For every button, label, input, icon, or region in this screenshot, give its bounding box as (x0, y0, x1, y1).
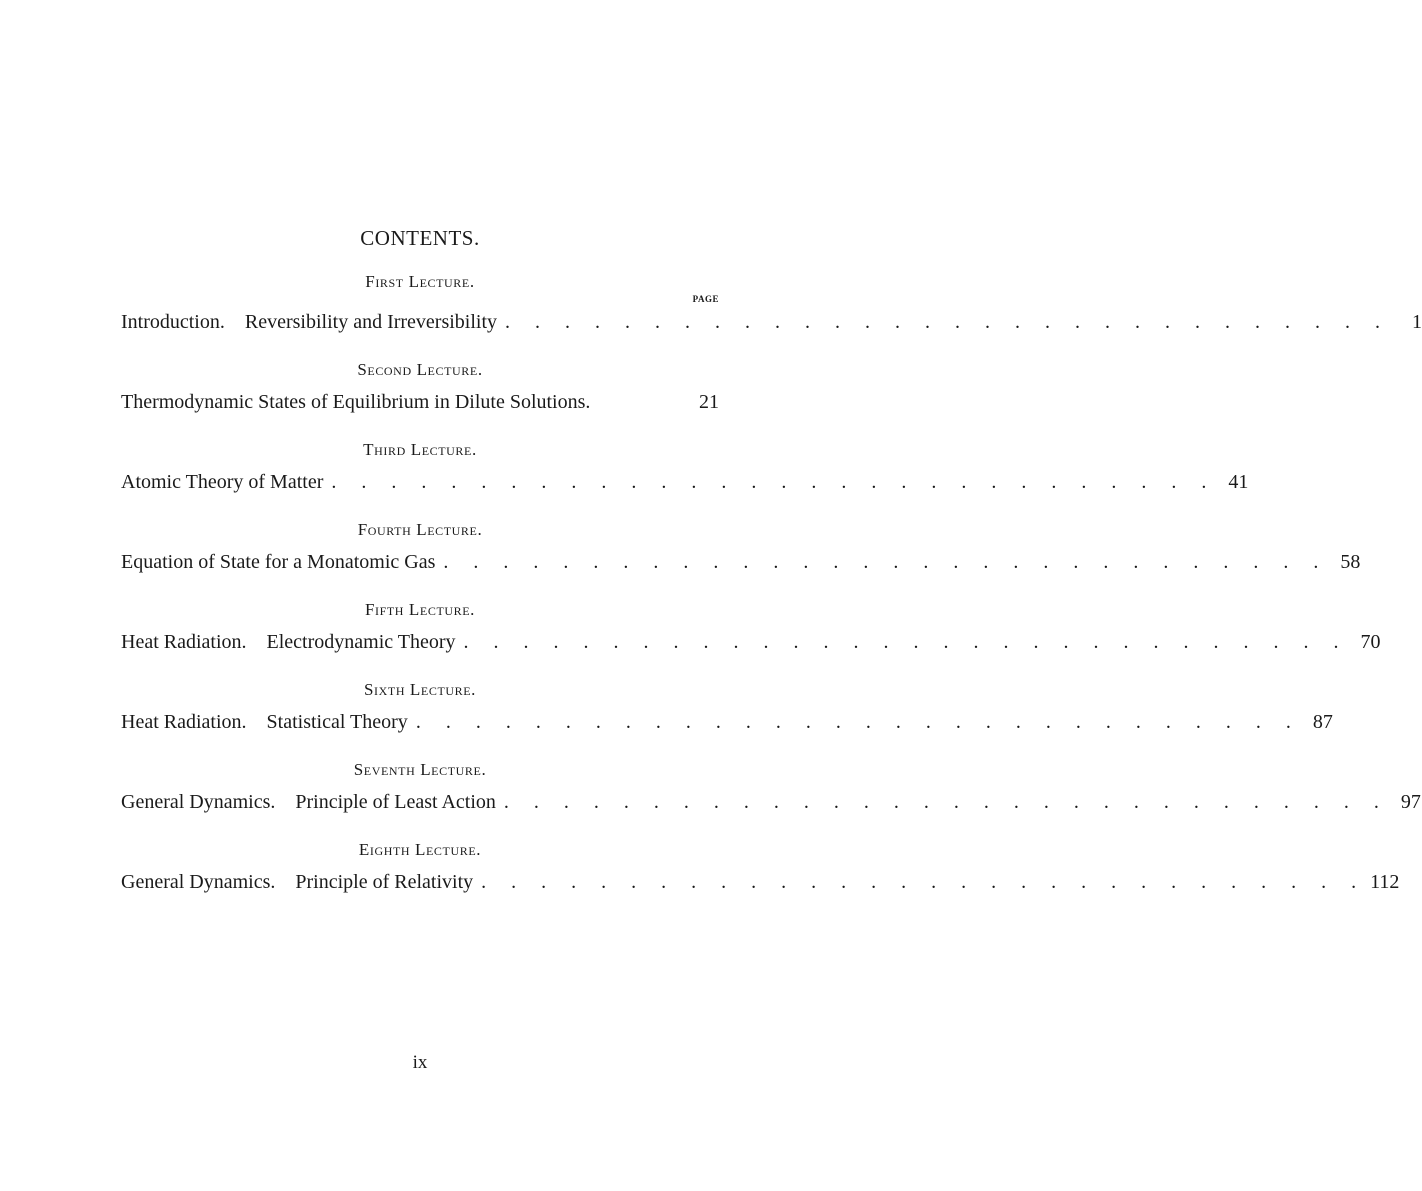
lecture-heading: Sixth Lecture. (363, 680, 477, 699)
toc-entry[interactable] (121, 471, 1249, 494)
entry-page-number: 87 (1312, 711, 1333, 733)
entry-title-part-b: Reversibility and Irreversibility (244, 311, 498, 333)
toc-entry[interactable] (121, 711, 1333, 734)
lecture-heading: Eighth Lecture. (358, 840, 482, 859)
entry-title (121, 791, 496, 814)
dot-leader: . . . . . . . . . . . . . . . . . . . . . . . . . . . . . . (415, 711, 1301, 733)
entry-page-number: 58 (1340, 551, 1361, 573)
entry-title: Equation of State for a Monatomic Gas (121, 551, 436, 573)
entry-page-number: 70 (1360, 631, 1381, 653)
dot-leader: . . . . . . . . . . . . . . . . . . . . . . . . . . . . . . (331, 471, 1217, 493)
entry-title (121, 711, 408, 734)
entry-title (121, 631, 456, 654)
toc-entry[interactable] (121, 871, 1400, 894)
entry-page-number: 41 (1228, 471, 1249, 493)
lecture-heading: Third Lecture. (363, 440, 477, 459)
contents-title: CONTENTS. (360, 226, 480, 250)
entry-page-number: 112 (1370, 871, 1400, 893)
dot-leader: . . . . . . . . . . . . . . . . . . . . . . . . . . . . . . (503, 791, 1389, 813)
dot-leader: . . . . . . . . . . . . . . . . . . . . . . . . . . . . . . (481, 871, 1367, 893)
entry-title (121, 311, 497, 334)
entry-page-number: 1 (1412, 311, 1422, 333)
lecture-heading: Seventh Lecture. (353, 760, 487, 779)
toc-entry[interactable] (121, 631, 1381, 654)
entry-title (121, 871, 473, 894)
toc-entry[interactable] (121, 791, 1421, 814)
entry-title-part-a: General Dynamics. (121, 871, 276, 893)
entry-title-part-b: Statistical Theory (266, 711, 408, 733)
entry-title-part-a: General Dynamics. (121, 791, 276, 813)
dot-leader: . . . . . . . . . . . . . . . . . . . . . . . . . . . . . . (443, 551, 1329, 573)
dot-leader: . . . . . . . . . . . . . . . . . . . . . . . . . . . . . . (505, 311, 1391, 333)
page-column-label: PAGE (692, 294, 719, 304)
entry-title-part-a: Heat Radiation. (121, 631, 247, 653)
page-folio: ix (412, 1052, 428, 1073)
toc-entry[interactable] (121, 391, 719, 414)
entry-title: Thermodynamic States of Equilibrium in Dilute Solutions. (121, 391, 591, 413)
toc-entry[interactable] (121, 311, 1422, 334)
entry-title-part-b: Principle of Least Action (295, 791, 496, 813)
entry-title-part-a: Heat Radiation. (121, 711, 247, 733)
entry-title: Atomic Theory of Matter (121, 471, 324, 493)
lecture-heading: Fourth Lecture. (357, 520, 483, 539)
entry-title-part-b: Principle of Relativity (295, 871, 474, 893)
entry-page-number: 97 (1400, 791, 1421, 813)
lecture-heading: Fifth Lecture. (364, 600, 476, 619)
toc-entry[interactable] (121, 551, 1361, 574)
entry-title-part-b: Electrodynamic Theory (266, 631, 456, 653)
lecture-heading: Second Lecture. (357, 360, 483, 379)
entry-title-part-a: Introduction. (121, 311, 225, 333)
dot-leader: . . . . . . . . . . . . . . . . . . . . . . . . . . . . . . (463, 631, 1349, 653)
entry-page-number: 21 (699, 391, 719, 413)
lecture-heading: First Lecture. (365, 272, 475, 291)
